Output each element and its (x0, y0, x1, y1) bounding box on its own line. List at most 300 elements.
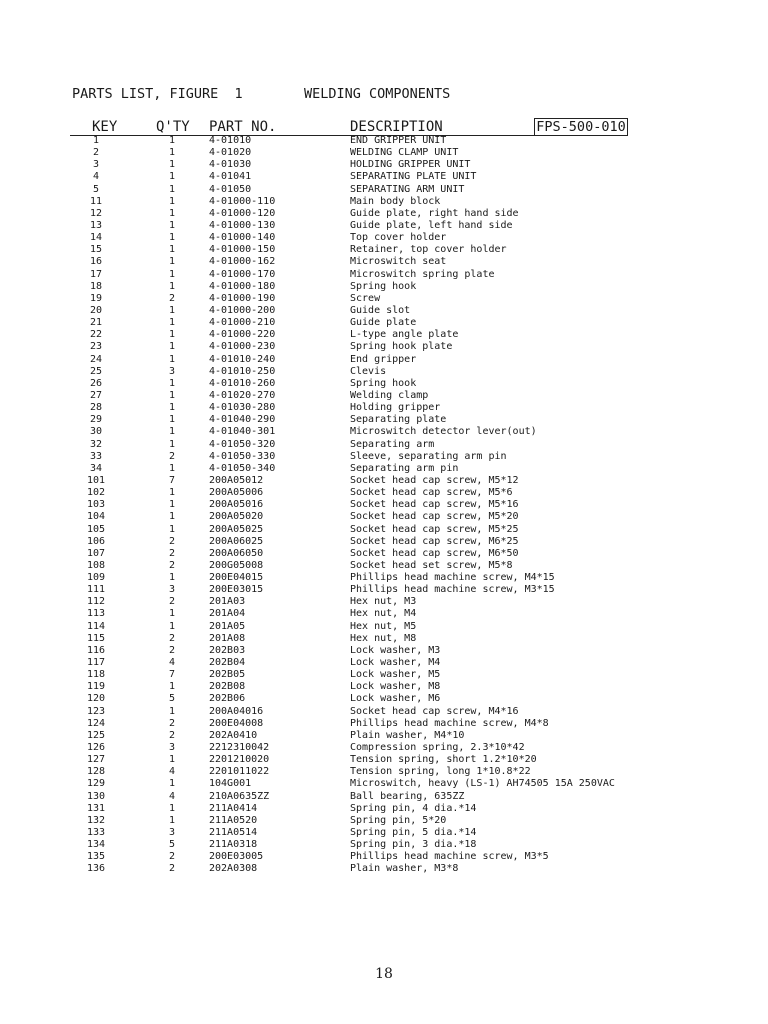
row-part-no: 200A05016 (209, 499, 264, 511)
row-description: END GRIPPER UNIT (350, 135, 447, 146)
row-description: Socket head cap screw, M4*16 (350, 705, 519, 717)
row-description: Guide plate (350, 317, 417, 329)
table-row (0, 791, 768, 803)
row-key: 134 (86, 839, 106, 851)
row-qty: 2 (168, 729, 176, 741)
column-header-key: KEY (92, 119, 118, 135)
row-part-no: 4-01020 (209, 147, 252, 159)
row-qty: 1 (168, 304, 176, 316)
table-row (0, 208, 768, 220)
row-key: 13 (89, 219, 103, 231)
row-qty: 1 (168, 608, 176, 620)
row-qty: 1 (168, 705, 176, 717)
row-key: 114 (86, 620, 106, 632)
row-part-no: 200A05020 (209, 511, 264, 523)
row-description: Socket head cap screw, M5*6 (350, 487, 513, 499)
row-description: Socket head cap screw, M5*20 (350, 511, 519, 523)
row-description: Phillips head machine screw, M3*15 (350, 584, 555, 596)
row-description: Socket head cap screw, M5*25 (350, 523, 519, 535)
table-row (0, 341, 768, 353)
row-description: SEPARATING ARM UNIT (350, 183, 465, 195)
row-description: Spring pin, 5 dia.*14 (350, 827, 477, 839)
row-part-no: 211A0520 (209, 814, 258, 826)
row-part-no: 200A04016 (209, 705, 264, 717)
row-qty: 7 (168, 669, 176, 681)
table-row (0, 451, 768, 463)
table-row (0, 596, 768, 608)
table-row (0, 402, 768, 414)
row-description: Compression spring, 2.3*10*42 (350, 742, 525, 754)
row-part-no: 4-01000-130 (209, 219, 276, 231)
row-qty: 1 (168, 195, 176, 207)
row-qty: 2 (168, 535, 176, 547)
table-row (0, 305, 768, 317)
table-row (0, 378, 768, 390)
row-part-no: 4-01050 (209, 183, 252, 195)
row-description: Socket head cap screw, M5*16 (350, 499, 519, 511)
row-key: 4 (92, 171, 100, 183)
row-description: Socket head set screw, M5*8 (350, 559, 513, 571)
row-description: Microswitch spring plate (350, 268, 495, 280)
row-qty: 5 (168, 839, 176, 851)
row-key: 26 (89, 377, 103, 389)
row-key: 17 (89, 268, 103, 280)
row-description: Separating arm (350, 438, 435, 450)
parts-list-title: PARTS LIST, FIGURE 1 (72, 86, 243, 102)
row-key: 1 (92, 135, 100, 146)
row-part-no: 200A06025 (209, 535, 264, 547)
table-row (0, 560, 768, 572)
row-key: 5 (92, 183, 100, 195)
row-description: HOLDING GRIPPER UNIT (350, 159, 471, 171)
row-part-no: 104G001 (209, 778, 252, 790)
row-qty: 2 (168, 292, 176, 304)
row-key: 112 (86, 596, 106, 608)
section-title: WELDING COMPONENTS (304, 86, 451, 102)
row-part-no: 4-01000-230 (209, 341, 276, 353)
table-row (0, 499, 768, 511)
row-qty: 1 (168, 499, 176, 511)
column-header-qty: Q'TY (156, 119, 190, 135)
row-part-no: 4-01000-120 (209, 207, 276, 219)
row-qty: 3 (168, 365, 176, 377)
table-row (0, 572, 768, 584)
table-row (0, 608, 768, 620)
table-row (0, 256, 768, 268)
row-qty: 4 (168, 790, 176, 802)
row-description: End gripper (350, 353, 417, 365)
row-qty: 2 (168, 450, 176, 462)
row-key: 11 (89, 195, 103, 207)
row-key: 23 (89, 341, 103, 353)
row-description: Phillips head machine screw, M4*15 (350, 572, 555, 584)
row-description: Phillips head machine screw, M3*5 (350, 851, 549, 863)
row-description: Ball bearing, 635ZZ (350, 790, 465, 802)
row-part-no: 4-01010 (209, 135, 252, 146)
row-qty: 2 (168, 632, 176, 644)
table-row (0, 669, 768, 681)
table-row (0, 439, 768, 451)
row-part-no: 4-01020-270 (209, 389, 276, 401)
row-description: Screw (350, 292, 381, 304)
table-row (0, 863, 768, 875)
row-part-no: 4-01010-240 (209, 353, 276, 365)
row-key: 115 (86, 632, 106, 644)
table-row (0, 293, 768, 305)
row-qty: 4 (168, 766, 176, 778)
row-part-no: 4-01040-301 (209, 426, 276, 438)
row-part-no: 4-01000-220 (209, 329, 276, 341)
row-description: Socket head cap screw, M5*12 (350, 474, 519, 486)
table-row (0, 317, 768, 329)
row-part-no: 200A06050 (209, 547, 264, 559)
table-row (0, 475, 768, 487)
row-key: 120 (86, 693, 106, 705)
row-qty: 1 (168, 802, 176, 814)
row-qty: 1 (168, 232, 176, 244)
row-qty: 1 (168, 171, 176, 183)
table-row (0, 681, 768, 693)
table-row (0, 426, 768, 438)
table-row (0, 657, 768, 669)
row-description: Sleeve, separating arm pin (350, 450, 507, 462)
row-description: WELDING CLAMP UNIT (350, 147, 459, 159)
row-description: Socket head cap screw, M6*25 (350, 535, 519, 547)
row-part-no: 210A0635ZZ (209, 790, 270, 802)
row-key: 118 (86, 669, 106, 681)
row-key: 132 (86, 814, 106, 826)
row-description: Separating plate (350, 414, 447, 426)
page-number: 18 (375, 966, 393, 982)
row-description: Top cover holder (350, 232, 447, 244)
row-description: Plain washer, M3*8 (350, 863, 459, 875)
row-description: Phillips head machine screw, M4*8 (350, 717, 549, 729)
table-row (0, 354, 768, 366)
parts-table (0, 135, 768, 876)
table-row (0, 803, 768, 815)
row-part-no: 4-01050-320 (209, 438, 276, 450)
row-description: Spring pin, 5*20 (350, 814, 447, 826)
row-part-no: 4-01030 (209, 159, 252, 171)
row-qty: 1 (168, 438, 176, 450)
row-qty: 1 (168, 681, 176, 693)
row-qty: 5 (168, 693, 176, 705)
table-row (0, 693, 768, 705)
row-part-no: 202B06 (209, 693, 246, 705)
row-description: Hex nut, M3 (350, 596, 417, 608)
table-row (0, 269, 768, 281)
row-qty: 2 (168, 547, 176, 559)
row-part-no: 201A04 (209, 608, 246, 620)
table-row (0, 366, 768, 378)
row-key: 136 (86, 863, 106, 875)
row-qty: 1 (168, 353, 176, 365)
row-key: 25 (89, 365, 103, 377)
row-part-no: 211A0318 (209, 839, 258, 851)
row-part-no: 4-01000-210 (209, 317, 276, 329)
row-key: 14 (89, 232, 103, 244)
row-qty: 1 (168, 462, 176, 474)
row-qty: 1 (168, 341, 176, 353)
row-qty: 1 (168, 159, 176, 171)
row-key: 12 (89, 207, 103, 219)
row-key: 119 (86, 681, 106, 693)
row-description: Separating arm pin (350, 462, 459, 474)
table-row (0, 633, 768, 645)
row-description: Tension spring, short 1.2*10*20 (350, 754, 537, 766)
row-part-no: 211A0514 (209, 827, 258, 839)
row-qty: 2 (168, 596, 176, 608)
row-key: 104 (86, 511, 106, 523)
row-part-no: 202B08 (209, 681, 246, 693)
table-row (0, 184, 768, 196)
row-part-no: 4-01000-162 (209, 256, 276, 268)
row-qty: 1 (168, 244, 176, 256)
row-key: 27 (89, 389, 103, 401)
row-description: Socket head cap screw, M6*50 (350, 547, 519, 559)
row-key: 123 (86, 705, 106, 717)
row-part-no: 4-01000-110 (209, 195, 276, 207)
row-qty: 1 (168, 414, 176, 426)
row-part-no: 201A03 (209, 596, 246, 608)
row-key: 103 (86, 499, 106, 511)
row-qty: 2 (168, 863, 176, 875)
row-part-no: 4-01000-190 (209, 292, 276, 304)
row-description: Lock washer, M8 (350, 681, 441, 693)
row-description: L-type angle plate (350, 329, 459, 341)
row-part-no: 202A0410 (209, 729, 258, 741)
table-row (0, 766, 768, 778)
row-qty: 2 (168, 717, 176, 729)
row-description: Plain washer, M4*10 (350, 729, 465, 741)
row-qty: 1 (168, 329, 176, 341)
row-part-no: 4-01000-180 (209, 280, 276, 292)
table-row (0, 536, 768, 548)
table-row (0, 147, 768, 159)
row-key: 18 (89, 280, 103, 292)
row-part-no: 200A05012 (209, 474, 264, 486)
row-key: 28 (89, 402, 103, 414)
row-key: 133 (86, 827, 106, 839)
row-key: 111 (86, 584, 106, 596)
row-description: Holding gripper (350, 402, 441, 414)
row-description: Spring pin, 3 dia.*18 (350, 839, 477, 851)
row-key: 30 (89, 426, 103, 438)
row-part-no: 4-01000-200 (209, 304, 276, 316)
table-row (0, 196, 768, 208)
row-description: Guide plate, left hand side (350, 219, 513, 231)
row-qty: 7 (168, 474, 176, 486)
row-key: 102 (86, 487, 106, 499)
row-description: Lock washer, M4 (350, 657, 441, 669)
row-description: Tension spring, long 1*10.8*22 (350, 766, 531, 778)
table-row (0, 718, 768, 730)
row-qty: 1 (168, 426, 176, 438)
row-description: Lock washer, M5 (350, 669, 441, 681)
row-part-no: 201A08 (209, 632, 246, 644)
row-part-no: 4-01000-150 (209, 244, 276, 256)
row-description: Main body block (350, 195, 441, 207)
row-key: 127 (86, 754, 106, 766)
table-row (0, 135, 768, 147)
table-row (0, 171, 768, 183)
row-part-no: 200E03005 (209, 851, 264, 863)
row-key: 128 (86, 766, 106, 778)
row-part-no: 211A0414 (209, 802, 258, 814)
row-qty: 1 (168, 814, 176, 826)
row-description: Lock washer, M6 (350, 693, 441, 705)
column-header-part-no: PART NO. (209, 119, 277, 135)
row-key: 129 (86, 778, 106, 790)
row-qty: 3 (168, 584, 176, 596)
row-part-no: 200A05025 (209, 523, 264, 535)
table-row (0, 827, 768, 839)
table-row (0, 244, 768, 256)
row-qty: 3 (168, 742, 176, 754)
row-description: Guide slot (350, 304, 411, 316)
table-row (0, 621, 768, 633)
row-key: 29 (89, 414, 103, 426)
table-row (0, 159, 768, 171)
row-part-no: 200E04008 (209, 717, 264, 729)
row-key: 109 (86, 572, 106, 584)
row-qty: 1 (168, 183, 176, 195)
row-key: 106 (86, 535, 106, 547)
row-description: Spring hook plate (350, 341, 453, 353)
row-qty: 1 (168, 256, 176, 268)
row-part-no: 2201011022 (209, 766, 270, 778)
row-qty: 1 (168, 377, 176, 389)
row-key: 2 (92, 147, 100, 159)
row-key: 130 (86, 790, 106, 802)
table-row (0, 487, 768, 499)
row-key: 22 (89, 329, 103, 341)
row-part-no: 200G05008 (209, 559, 264, 571)
row-qty: 1 (168, 402, 176, 414)
row-key: 21 (89, 317, 103, 329)
row-key: 19 (89, 292, 103, 304)
row-key: 131 (86, 802, 106, 814)
row-key: 3 (92, 159, 100, 171)
row-qty: 4 (168, 657, 176, 669)
table-row (0, 584, 768, 596)
row-key: 24 (89, 353, 103, 365)
row-key: 15 (89, 244, 103, 256)
row-description: Spring pin, 4 dia.*14 (350, 802, 477, 814)
row-qty: 1 (168, 268, 176, 280)
table-row (0, 390, 768, 402)
table-row (0, 839, 768, 851)
row-part-no: 200A05006 (209, 487, 264, 499)
row-description: Spring hook (350, 377, 417, 389)
column-header-description: DESCRIPTION (350, 119, 443, 135)
row-key: 126 (86, 742, 106, 754)
row-qty: 1 (168, 754, 176, 766)
row-qty: 2 (168, 644, 176, 656)
row-description: Microswitch, heavy (LS-1) AH74505 15A 250VAC (350, 778, 615, 790)
document-number-box: FPS-500-010 (534, 118, 628, 136)
row-qty: 1 (168, 523, 176, 535)
row-part-no: 2212310042 (209, 742, 270, 754)
row-description: Hex nut, M5 (350, 620, 417, 632)
row-qty: 1 (168, 389, 176, 401)
row-key: 124 (86, 717, 106, 729)
table-row (0, 524, 768, 536)
row-description: Spring hook (350, 280, 417, 292)
row-key: 116 (86, 644, 106, 656)
row-part-no: 4-01040-290 (209, 414, 276, 426)
row-part-no: 202B03 (209, 644, 246, 656)
row-part-no: 200E03015 (209, 584, 264, 596)
row-part-no: 4-01010-250 (209, 365, 276, 377)
table-row (0, 548, 768, 560)
row-key: 34 (89, 462, 103, 474)
table-row (0, 511, 768, 523)
row-part-no: 202A0308 (209, 863, 258, 875)
table-row (0, 815, 768, 827)
row-qty: 1 (168, 572, 176, 584)
row-description: Guide plate, right hand side (350, 207, 519, 219)
row-part-no: 4-01030-280 (209, 402, 276, 414)
row-description: Microswitch seat (350, 256, 447, 268)
row-qty: 3 (168, 827, 176, 839)
table-row (0, 414, 768, 426)
row-key: 105 (86, 523, 106, 535)
row-key: 32 (89, 438, 103, 450)
row-part-no: 4-01050-330 (209, 450, 276, 462)
table-row (0, 281, 768, 293)
row-description: Microswitch detector lever(out) (350, 426, 537, 438)
row-key: 125 (86, 729, 106, 741)
table-row (0, 754, 768, 766)
row-qty: 1 (168, 511, 176, 523)
row-part-no: 2201210020 (209, 754, 270, 766)
row-qty: 1 (168, 487, 176, 499)
row-qty: 1 (168, 317, 176, 329)
row-key: 16 (89, 256, 103, 268)
row-qty: 2 (168, 851, 176, 863)
row-part-no: 4-01050-340 (209, 462, 276, 474)
row-part-no: 202B05 (209, 669, 246, 681)
row-part-no: 4-01010-260 (209, 377, 276, 389)
row-part-no: 201A05 (209, 620, 246, 632)
row-part-no: 4-01000-140 (209, 232, 276, 244)
row-part-no: 202B04 (209, 657, 246, 669)
table-row (0, 706, 768, 718)
row-qty: 1 (168, 280, 176, 292)
row-qty: 1 (168, 207, 176, 219)
row-qty: 2 (168, 559, 176, 571)
row-description: Retainer, top cover holder (350, 244, 507, 256)
row-qty: 1 (168, 147, 176, 159)
table-row (0, 463, 768, 475)
row-key: 117 (86, 657, 106, 669)
row-description: Hex nut, M4 (350, 608, 417, 620)
row-qty: 1 (168, 219, 176, 231)
row-key: 113 (86, 608, 106, 620)
table-row (0, 645, 768, 657)
row-description: Lock washer, M3 (350, 644, 441, 656)
table-row (0, 232, 768, 244)
row-qty: 1 (168, 778, 176, 790)
row-key: 20 (89, 304, 103, 316)
row-part-no: 200E04015 (209, 572, 264, 584)
table-row (0, 742, 768, 754)
table-row (0, 220, 768, 232)
row-part-no: 4-01041 (209, 171, 252, 183)
table-row (0, 329, 768, 341)
row-key: 108 (86, 559, 106, 571)
